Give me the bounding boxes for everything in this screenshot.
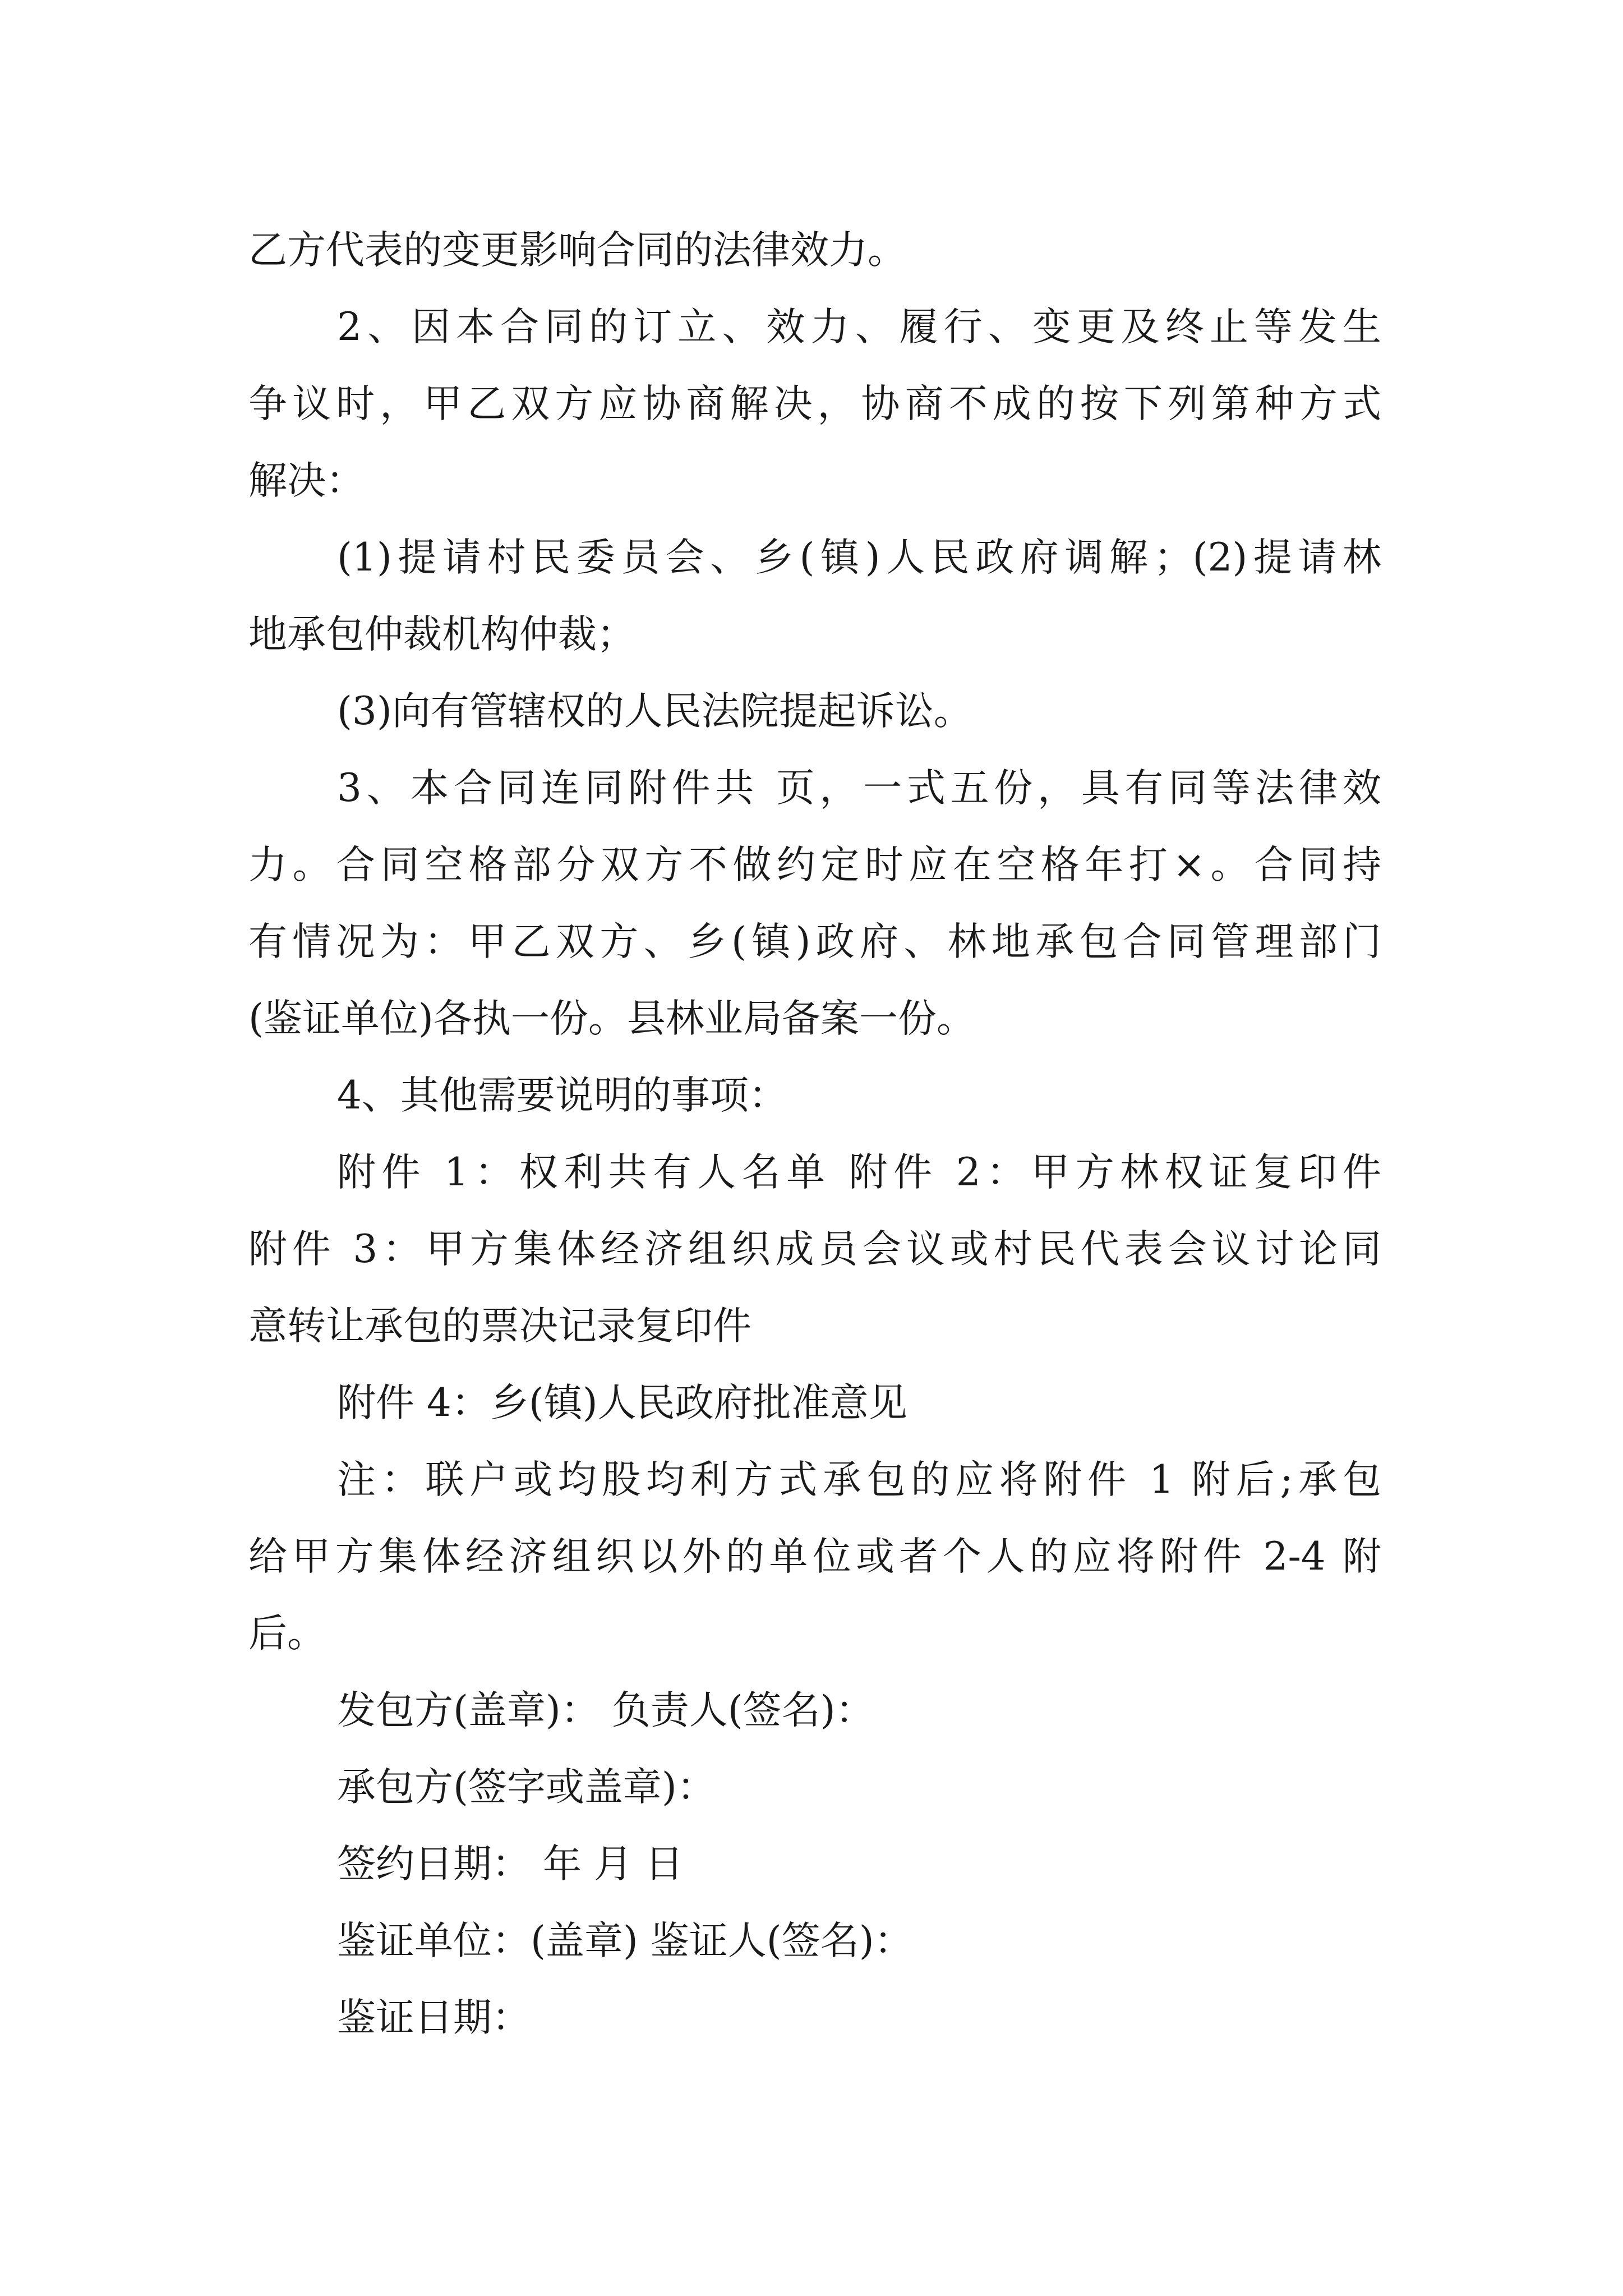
paragraph-line: 注：联户或均股均利方式承包的应将附件 1 附后;承包: [337, 1457, 1381, 1502]
paragraph-line: 乙方代表的变更影响合同的法律效力。: [248, 228, 906, 273]
paragraph-line: 力。合同空格部分双方不做约定时应在空格年打×。合同持: [248, 843, 1381, 887]
paragraph-line: 4、其他需要说明的事项：: [337, 1073, 787, 1118]
document-page: [248, 212, 1381, 2056]
signing-date-line: 签约日期： 年 月 日: [337, 1842, 684, 1887]
paragraph-line: 2、因本合同的订立、效力、履行、变更及终止等发生: [337, 305, 1381, 349]
paragraph-line: 争议时，甲乙双方应协商解决，协商不成的按下列第种方式: [248, 381, 1381, 426]
paragraph-line: 附件 4：乡(镇)人民政府批准意见: [337, 1381, 907, 1425]
paragraph-line: 附件 1：权利共有人名单 附件 2：甲方林权证复印件: [337, 1150, 1381, 1195]
paragraph-line: 意转让承包的票决记录复印件: [248, 1304, 751, 1349]
paragraph-line: (3)向有管辖权的人民法院提起诉讼。: [337, 689, 972, 734]
paragraph-line: 解决：: [248, 458, 365, 503]
paragraph-line: 后。: [248, 1611, 326, 1656]
paragraph-line: (1)提请村民委员会、乡(镇)人民政府调解；(2)提请林: [337, 535, 1381, 580]
paragraph-line: 附件 3：甲方集体经济组织成员会议或村民代表会议讨论同: [248, 1227, 1381, 1272]
certification-unit-line: 鉴证单位：(盖章) 鉴证人(签名)：: [337, 1918, 913, 1963]
paragraph-line: 地承包仲裁机构仲裁；: [248, 612, 635, 657]
paragraph-line: 有情况为：甲乙双方、乡(镇)政府、林地承包合同管理部门: [248, 919, 1381, 964]
paragraph-line: 给甲方集体经济组织以外的单位或者个人的应将附件 2-4 附: [248, 1534, 1381, 1579]
signature-line-contractor: 承包方(签字或盖章)：: [337, 1765, 716, 1810]
signature-line-issuer: 发包方(盖章)： 负责人(签名)：: [337, 1688, 874, 1733]
paragraph-line: 3、本合同连同附件共 页，一式五份，具有同等法律效: [337, 766, 1381, 811]
certification-date-line: 鉴证日期：: [337, 1995, 531, 2040]
paragraph-line: (鉴证单位)各执一份。县林业局备案一份。: [248, 996, 975, 1041]
